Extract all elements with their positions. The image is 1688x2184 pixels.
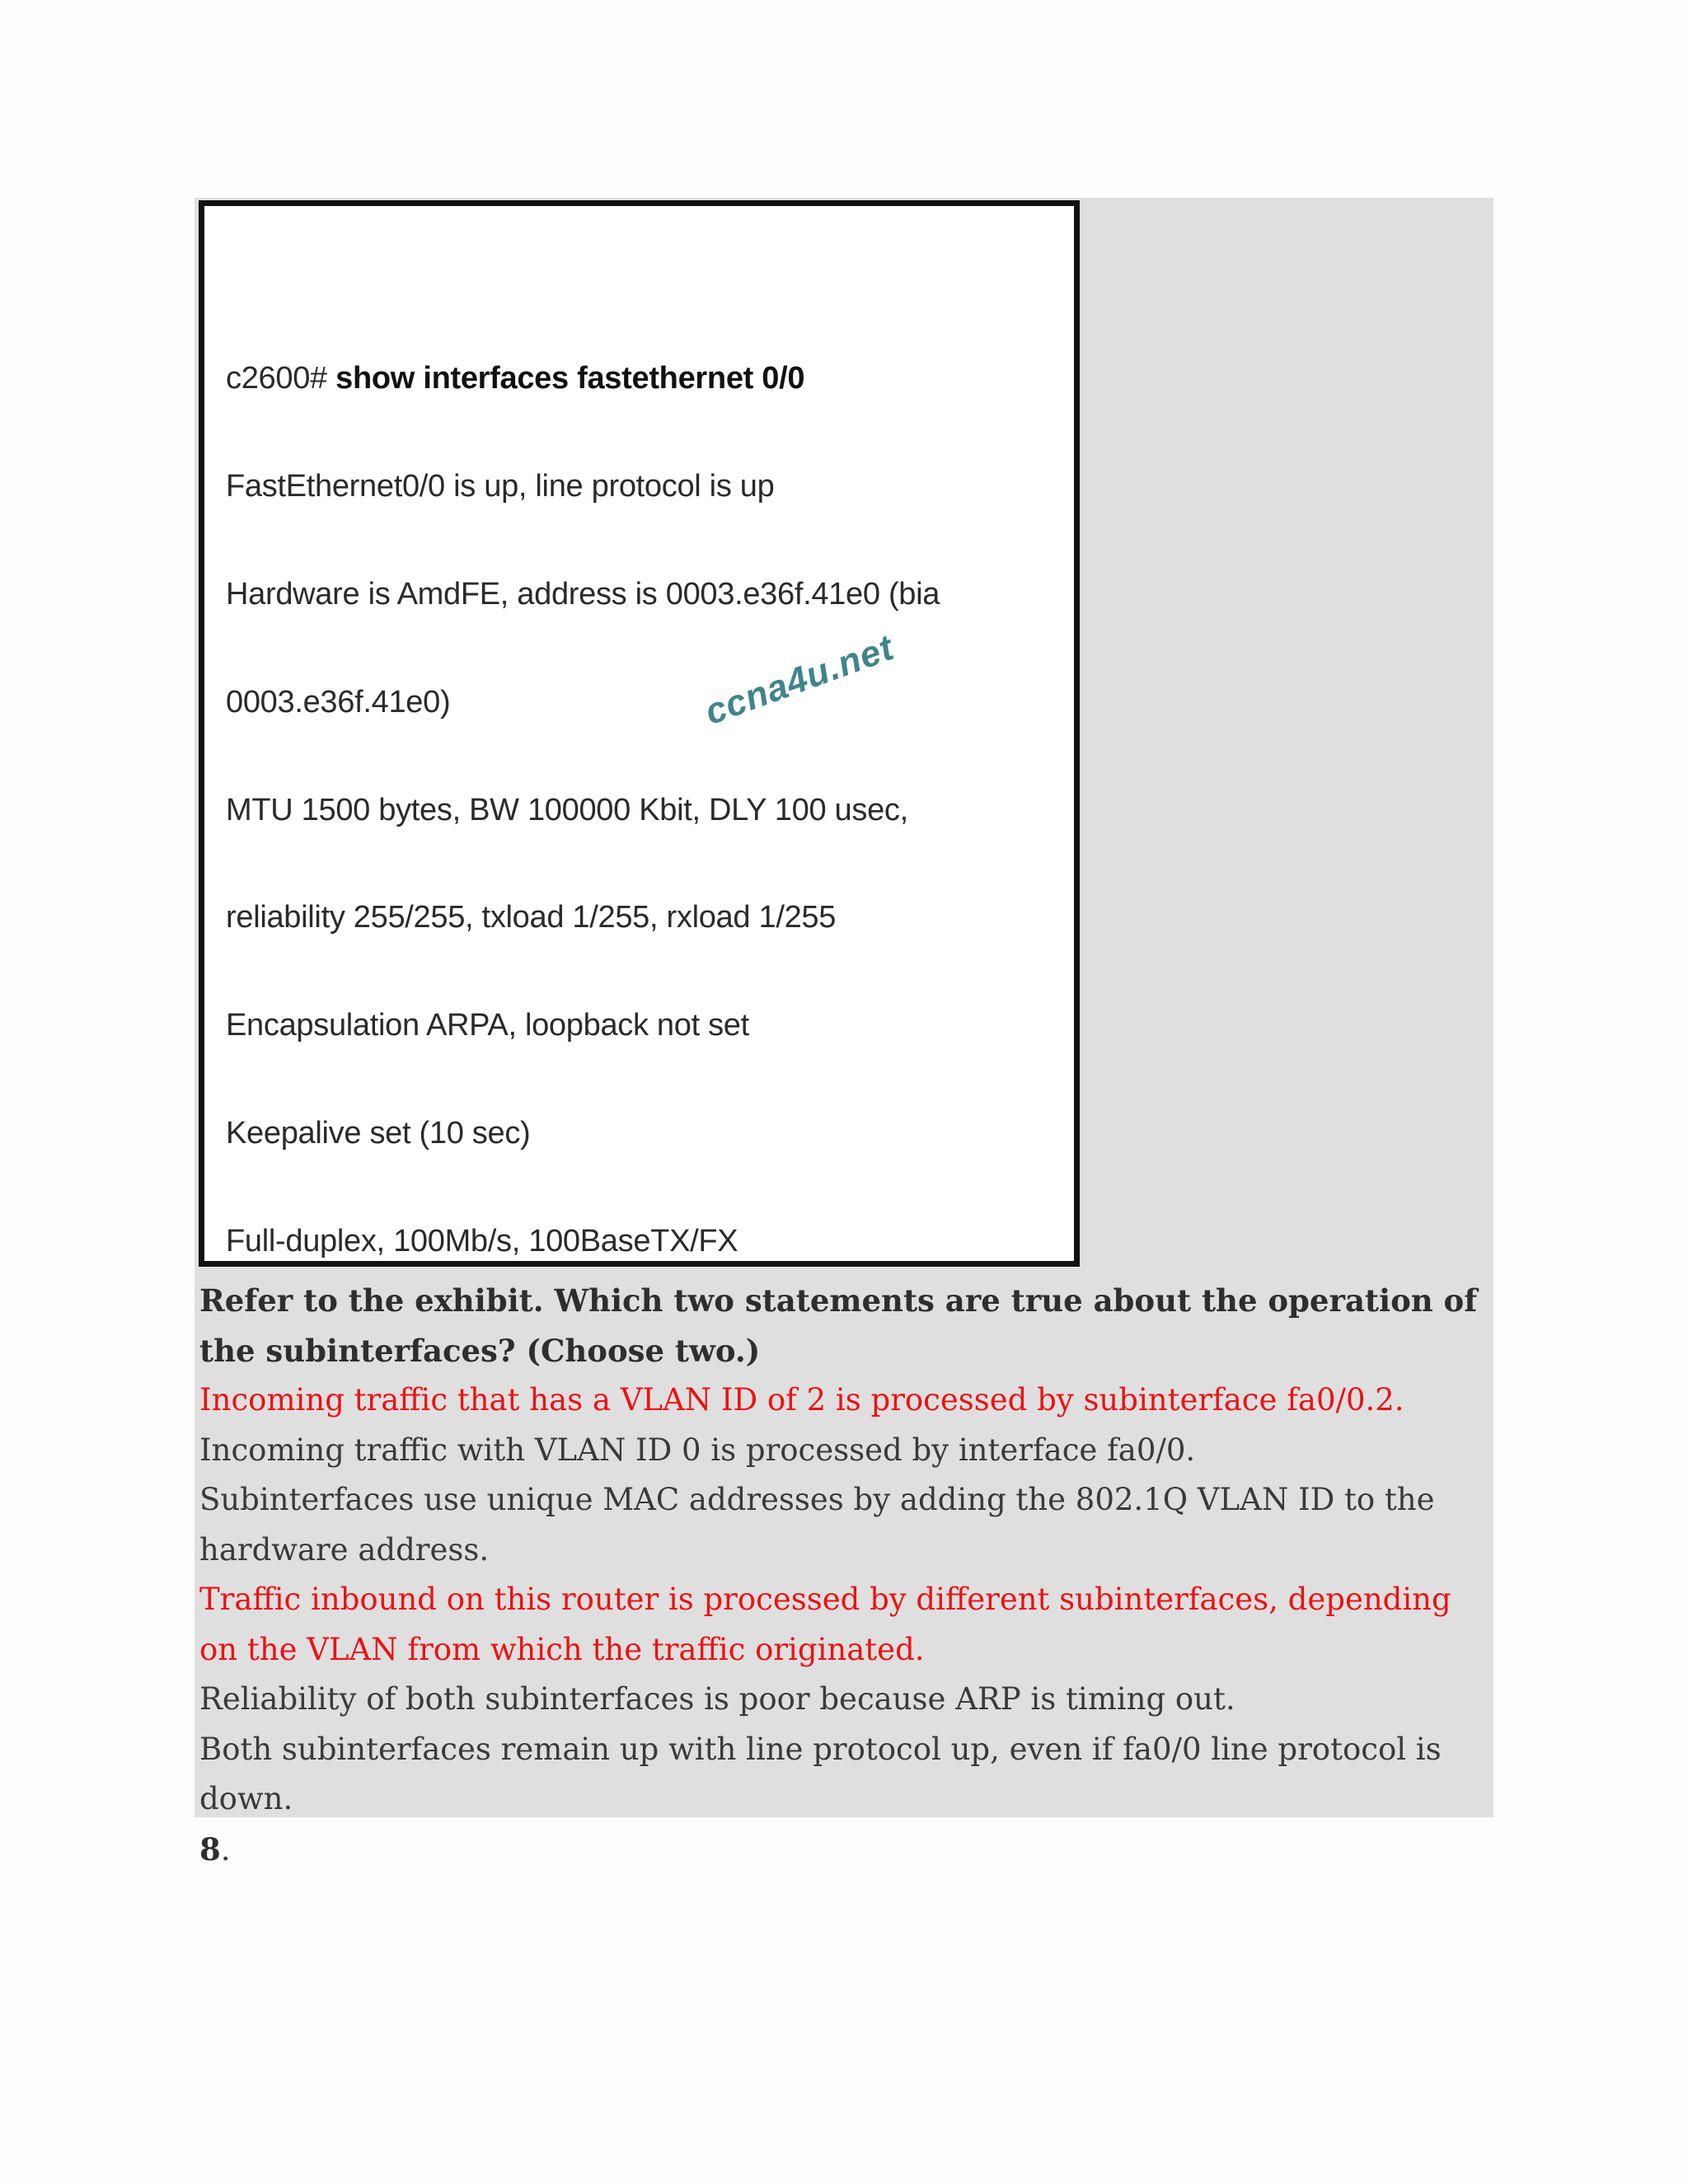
exhibit-image: [199, 200, 1080, 1267]
answer-option: Incoming traffic that has a VLAN ID of 2 is processed by subinterface fa0/0.2.: [199, 1382, 1404, 1418]
answer-option: Both subinterfaces remain up with line protocol up, even if fa0/0 line protocol is down.: [199, 1731, 1442, 1816]
question-text: Refer to the exhibit. Which two statements are true about the operation of the subinterfaces? (Choose two.): [199, 1282, 1478, 1369]
cli-line: FastEthernet0/0 is up, line protocol is up: [226, 469, 775, 504]
cli-command-line: [226, 361, 940, 397]
question-section: [199, 1276, 1493, 1875]
next-question-suffix: .: [220, 1831, 231, 1868]
cli-line: Hardware is AmdFE, address is 0003.e36f.41e0 (bia: [226, 576, 940, 612]
cli-line: MTU 1500 bytes, BW 100000 Kbit, DLY 100 usec,: [226, 792, 908, 827]
cli-line: Encapsulation ARPA, loopback not set: [226, 1008, 749, 1043]
answer-option: Traffic inbound on this router is processed by different subinterfaces, depending on the VLAN from which the traffic originated.: [199, 1582, 1451, 1667]
next-question-number: 8: [199, 1830, 221, 1868]
cli-output: [226, 218, 940, 1267]
watermark: ccna4u.net: [699, 626, 900, 733]
cli-line: reliability 255/255, txload 1/255, rxload 1/255: [226, 900, 837, 935]
cli-line: Full-duplex, 100Mb/s, 100BaseTX/FX: [226, 1223, 738, 1258]
answer-option: Reliability of both subinterfaces is poor because ARP is timing out.: [199, 1681, 1236, 1717]
answer-option: Subinterfaces use unique MAC addresses by adding the 802.1Q VLAN ID to the hardware address.: [199, 1482, 1435, 1568]
cli-line: Keepalive set (10 sec): [226, 1115, 531, 1151]
next-question-number-line: [199, 1825, 1493, 1876]
cli-command: show interfaces fastethernet 0/0: [335, 361, 805, 396]
answer-option: Incoming traffic with VLAN ID 0 is processed by interface fa0/0.: [199, 1432, 1196, 1468]
cli-block-fa0-0: [226, 289, 940, 1267]
cli-line: 0003.e36f.41e0): [226, 684, 451, 719]
cli-prompt: c2600#: [226, 361, 327, 396]
